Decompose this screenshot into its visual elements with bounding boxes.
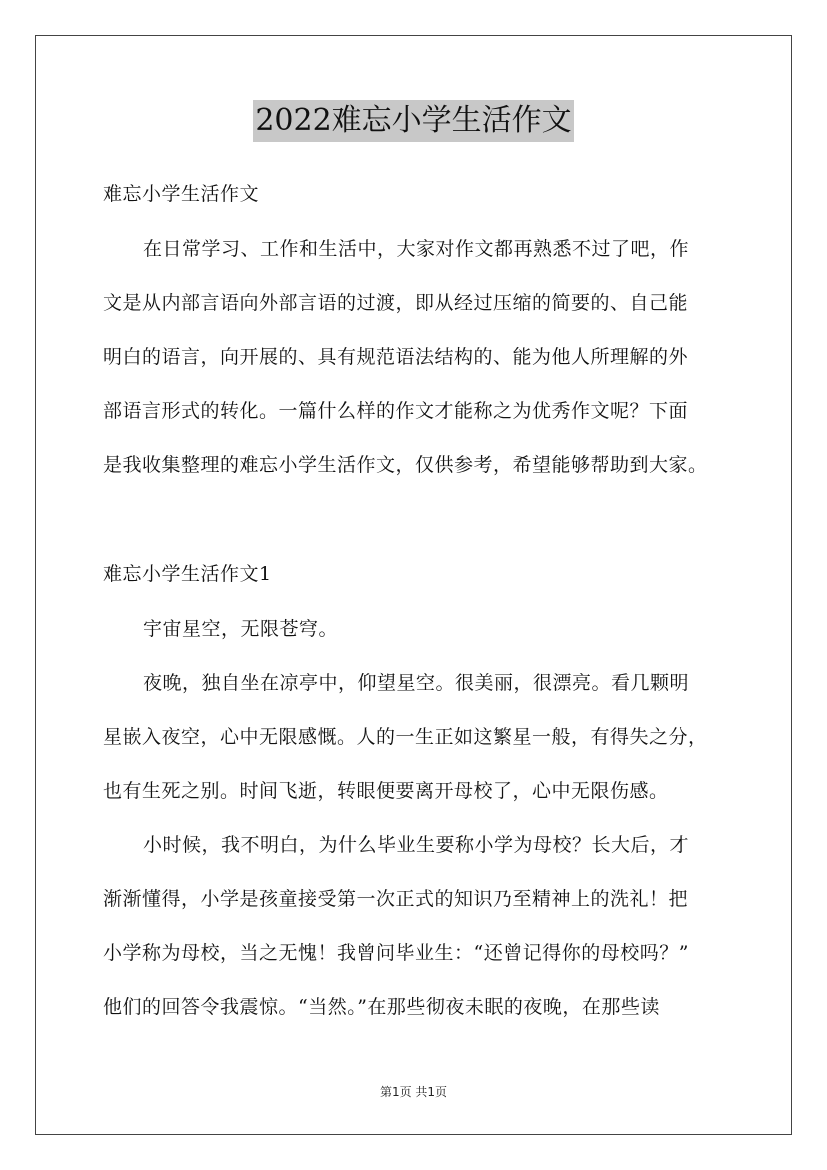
intro-line: 部语言形式的转化。一篇什么样的作文才能称之为优秀作文呢？下面 (103, 400, 689, 422)
page-footer: 第1页 共1页 (379, 1085, 448, 1099)
section-heading: 难忘小学生活作文1 (103, 563, 272, 585)
body-line: 宇宙星空，无限苍穹。 (143, 618, 339, 640)
intro-line: 文是从内部言语向外部言语的过渡，即从经过压缩的简要的、自己能 (103, 292, 689, 314)
body-line: 星嵌入夜空，心中无限感慨。人的一生正如这繁星一般，有得失之分， (103, 726, 708, 748)
body-line: 夜晚，独自坐在凉亭中，仰望星空。很美丽，很漂亮。看几颗明 (143, 672, 690, 694)
body-line: 小学称为母校，当之无愧！我曾问毕业生：“还曾记得你的母校吗？” (103, 942, 689, 964)
title-container (0, 100, 827, 142)
body-line: 小时候，我不明白，为什么毕业生要称小学为母校？长大后，才 (143, 834, 690, 856)
body-line: 他们的回答令我震惊。“当然。”在那些彻夜未眠的夜晚，在那些读 (103, 996, 660, 1018)
document-subtitle: 难忘小学生活作文 (103, 183, 260, 205)
body-line: 也有生死之别。时间飞逝，转眼便要离开母校了，心中无限伤感。 (103, 780, 669, 802)
intro-line: 明白的语言，向开展的、具有规范语法结构的、能为他人所理解的外 (103, 346, 689, 368)
intro-line: 在日常学习、工作和生活中，大家对作文都再熟悉不过了吧，作 (143, 238, 690, 260)
intro-line: 是我收集整理的难忘小学生活作文，仅供参考，希望能够帮助到大家。 (103, 454, 708, 476)
document-title: 2022难忘小学生活作文 (253, 100, 573, 142)
body-line: 渐渐懂得，小学是孩童接受第一次正式的知识乃至精神上的洗礼！把 (103, 888, 689, 910)
